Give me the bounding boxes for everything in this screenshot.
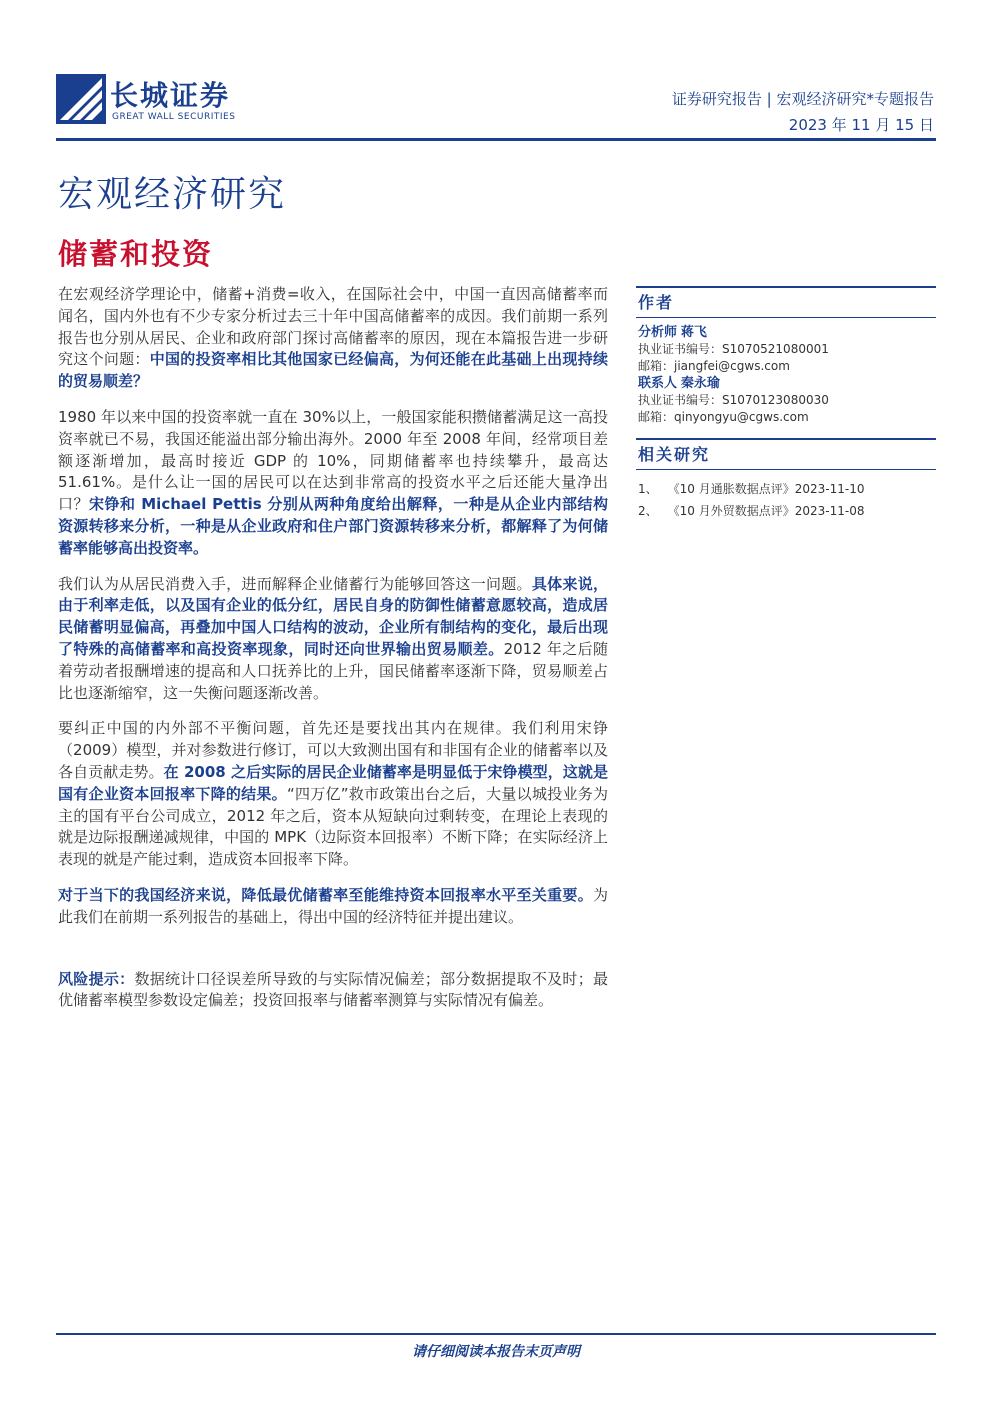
authors-section — [636, 318, 936, 430]
paragraph-5-text: 为此我们在前期一系列报告的基础上，得出中国的经济特征并提出建议。 — [58, 885, 608, 926]
report-body — [58, 284, 608, 1026]
header-divider — [56, 138, 936, 141]
risk-warning — [58, 969, 608, 1013]
risk-label: 风险提示： — [58, 969, 135, 988]
paragraph-5 — [58, 885, 608, 929]
analyst-role: 分析师 — [638, 325, 678, 340]
footer-divider — [56, 1333, 936, 1335]
related-item-title[interactable]: 《10 月通胀数据点评》2023-11-10 — [667, 482, 865, 496]
footer-disclaimer: 请仔细阅读本报告末页声明 — [412, 1344, 580, 1360]
authors-heading: 作者 — [636, 286, 936, 318]
paragraph-1-highlight: 中国的投资率相比其他国家已经偏高，为何还能在此基础上出现持续的贸易顺差？ — [58, 350, 608, 391]
risk-text: 数据统计口径误差所导致的与实际情况偏差；部分数据提取不及时；最优储蓄率模型参数设定偏差；投资回报率与储蓄率测算与实际情况有偏差。 — [58, 969, 608, 1010]
contact-name: 秦永瑜 — [680, 376, 720, 391]
contact-cert: 执业证书编号：S1070123080030 — [638, 393, 829, 407]
analyst-cert: 执业证书编号：S1070521080001 — [638, 342, 829, 356]
related-item-title[interactable]: 《10 月外贸数据点评》2023-11-08 — [667, 504, 865, 518]
report-date: 2023 年 11 月 15 日 — [788, 116, 934, 134]
paragraph-3 — [58, 574, 608, 705]
logo-english-text: GREAT WALL SECURITIES — [112, 112, 236, 122]
great-wall-logo-icon — [56, 74, 106, 124]
paragraph-1 — [58, 284, 608, 393]
sidebar — [636, 286, 936, 522]
analyst-name: 蒋飞 — [680, 325, 707, 340]
paragraph-3-text-a: 我们认为从居民消费入手，进而解释企业储蓄行为能够回答这一问题。 — [58, 574, 532, 593]
related-item-number: 2、 — [638, 504, 658, 518]
related-item-number: 1、 — [638, 482, 658, 496]
related-research-list — [636, 470, 936, 522]
report-type: 证券研究报告 | 宏观经济研究*专题报告 — [671, 90, 934, 108]
company-logo — [56, 74, 316, 130]
page-title: 宏观经济研究 — [58, 174, 287, 215]
paragraph-4 — [58, 718, 608, 871]
paragraph-4-highlight: 在 2008 之后实际的居民企业储蓄率是明显低于宋铮模型，这就是国有企业资本回报率下降的结果。 — [58, 762, 608, 803]
paragraph-1-text: 在宏观经济学理论中，储蓄+消费=收入，在国际社会中，中国一直因高储蓄率而闻名，国内外也有不少专家分析过去三十年中国高储蓄率的成因。我们前期一系列报告也分别从居民、企业和政府部门探讨高储蓄率的原因，现在本篇报告进一步研究这个问题： — [58, 285, 608, 369]
paragraph-2-highlight: 宋铮和 Michael Pettis 分别从两种角度给出解释，一种是从企业内部结构资源转移来分析，一种是从企业政府和住户部门资源转移来分析，都解释了为何储蓄率能够高出投资率。 — [58, 495, 608, 557]
contact-role: 联系人 — [638, 376, 678, 391]
analyst-email: 邮箱：jiangfei@cgws.com — [638, 359, 790, 373]
contact-email: 邮箱：qinyongyu@cgws.com — [638, 410, 809, 424]
report-subtitle: 储蓄和投资 — [58, 237, 214, 271]
logo-chinese-text: 长城证券 — [110, 79, 231, 112]
related-research-heading: 相关研究 — [636, 438, 936, 470]
contact-line — [638, 375, 936, 392]
paragraph-2-text: 1980 年以来中国的投资率就一直在 30%以上，一般国家能积攒储蓄满足这一高投资率就已不易，我国还能溢出部分输出海外。2000 年至 2008 年间，经常项目差额逐渐增加，最高时接近 GDP 的 10%，同期储蓄率也持续攀升，最高达 51.61%。是什么让一国的居民可以在达到非常高的投资水平之后还能大量净出口？ — [58, 407, 608, 514]
analyst-line — [638, 324, 936, 341]
paragraph-4-text-b: “四万亿”救市政策出台之后，大量以城投业务为主的国有平台公司成立，2012 年之后，资本从短缺向过剩转变，在理论上表现的就是边际报酬递减规律，中国的 MPK（边际资本回报率）不断下降；在实际经济上表现的就是产能过剩，造成资本回报率下降。 — [58, 784, 608, 869]
related-item[interactable] — [638, 478, 936, 500]
paragraph-3-text-b: 2012 年之后随着劳动者报酬增速的提高和人口抚养比的上升，国民储蓄率逐渐下降，贸易顺差占比也逐渐缩窄，这一失衡问题逐渐改善。 — [58, 639, 608, 702]
paragraph-3-highlight: 具体来说，由于利率走低，以及国有企业的低分红，居民自身的防御性储蓄意愿较高，造成居民储蓄明显偏高，再叠加中国人口结构的波动，企业所有制结构的变化，最后出现了特殊的高储蓄率和高投资率现象，同时还向世界输出贸易顺差。 — [58, 574, 608, 658]
paragraph-2 — [58, 407, 608, 560]
paragraph-4-text-a: 要纠正中国的内外部不平衡问题，首先还是要找出其内在规律。我们利用宋铮（2009）模型，并对参数进行修订，可以大致测出国有和非国有企业的储蓄率以及各自贡献走势。 — [58, 719, 608, 781]
related-item[interactable] — [638, 500, 936, 522]
paragraph-5-highlight: 对于当下的我国经济来说，降低最优储蓄率至能维持资本回报率水平至关重要。 — [58, 885, 593, 904]
